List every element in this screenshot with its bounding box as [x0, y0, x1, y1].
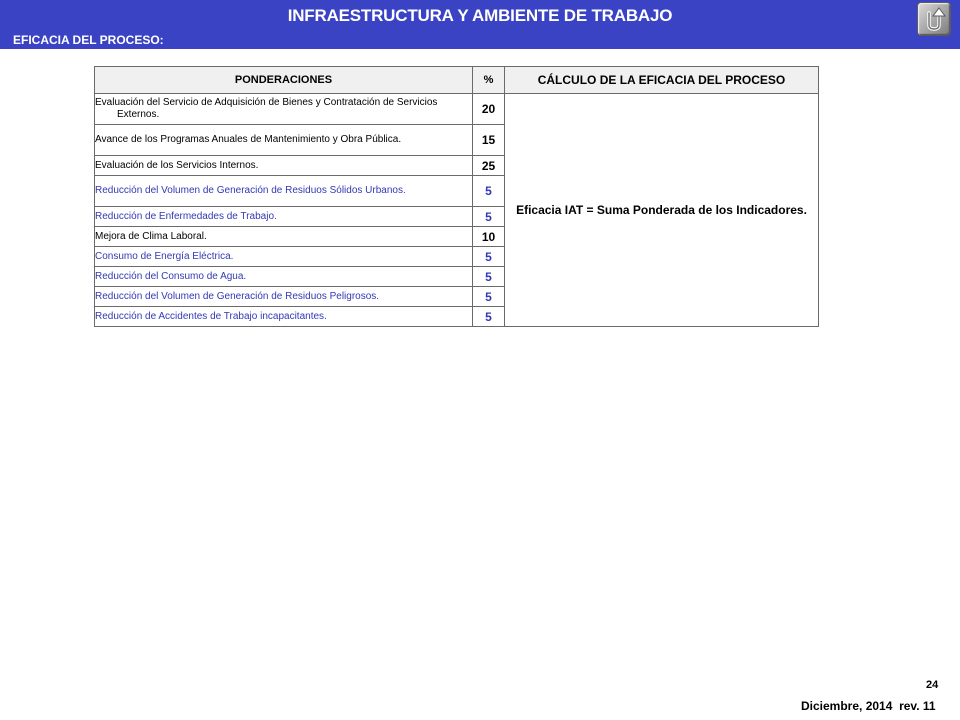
- percent-cell: 10: [473, 227, 505, 247]
- indicator-label: Reducción del Volumen de Generación de Residuos Peligrosos.: [95, 290, 380, 302]
- column-header-calculo: CÁLCULO DE LA EFICACIA DEL PROCESO: [505, 67, 819, 94]
- indicator-label: Evaluación del Servicio de Adquisición de Bienes y Contratación de Servicios Externos.: [95, 97, 438, 120]
- percent-cell: 5: [473, 207, 505, 227]
- percent-cell: 5: [473, 307, 505, 327]
- footer-date: Diciembre, 2014: [801, 699, 893, 713]
- percent-cell: 5: [473, 176, 505, 207]
- page-number: 24: [926, 679, 939, 691]
- indicator-cell: [95, 94, 473, 125]
- table-row: [95, 94, 819, 125]
- header-bar: [0, 0, 960, 49]
- percent-cell: 20: [473, 94, 505, 125]
- table-header-row: [95, 67, 819, 94]
- indicator-cell: [95, 125, 473, 156]
- percent-cell: 5: [473, 267, 505, 287]
- ponderaciones-table: [94, 66, 819, 327]
- column-header-ponderaciones: PONDERACIONES: [95, 67, 473, 94]
- indicator-cell: [95, 307, 473, 327]
- page-title: INFRAESTRUCTURA Y AMBIENTE DE TRABAJO: [287, 6, 673, 25]
- indicator-cell: [95, 267, 473, 287]
- indicator-label: Reducción de Enfermedades de Trabajo.: [95, 210, 277, 222]
- section-subtitle: EFICACIA DEL PROCESO:: [13, 33, 164, 47]
- indicator-cell: [95, 207, 473, 227]
- footer-date-revision: [801, 699, 936, 713]
- column-header-percent: %: [473, 67, 505, 94]
- u-turn-back-arrow-icon: [920, 5, 948, 33]
- indicator-label: Mejora de Clima Laboral.: [95, 230, 207, 242]
- percent-cell: 15: [473, 125, 505, 156]
- back-button[interactable]: [917, 2, 951, 36]
- indicator-label: Reducción del Volumen de Generación de Residuos Sólidos Urbanos.: [95, 185, 406, 196]
- indicator-label: Consumo de Energía Eléctrica.: [95, 250, 234, 262]
- indicator-cell: [95, 287, 473, 307]
- percent-cell: 25: [473, 156, 505, 176]
- indicator-cell: [95, 176, 473, 207]
- percent-cell: 5: [473, 287, 505, 307]
- indicator-label: Evaluación de los Servicios Internos.: [95, 159, 259, 171]
- indicator-label: Avance de los Programas Anuales de Mantenimiento y Obra Pública.: [95, 134, 402, 145]
- indicator-label: Reducción de Accidentes de Trabajo incapacitantes.: [95, 310, 327, 322]
- formula-cell: Eficacia IAT = Suma Ponderada de los Indicadores.: [505, 94, 819, 327]
- indicator-cell: [95, 247, 473, 267]
- indicator-cell: [95, 227, 473, 247]
- indicator-cell: [95, 156, 473, 176]
- indicator-label: Reducción del Consumo de Agua.: [95, 270, 247, 282]
- footer-revision: rev. 11: [899, 699, 936, 713]
- percent-cell: 5: [473, 247, 505, 267]
